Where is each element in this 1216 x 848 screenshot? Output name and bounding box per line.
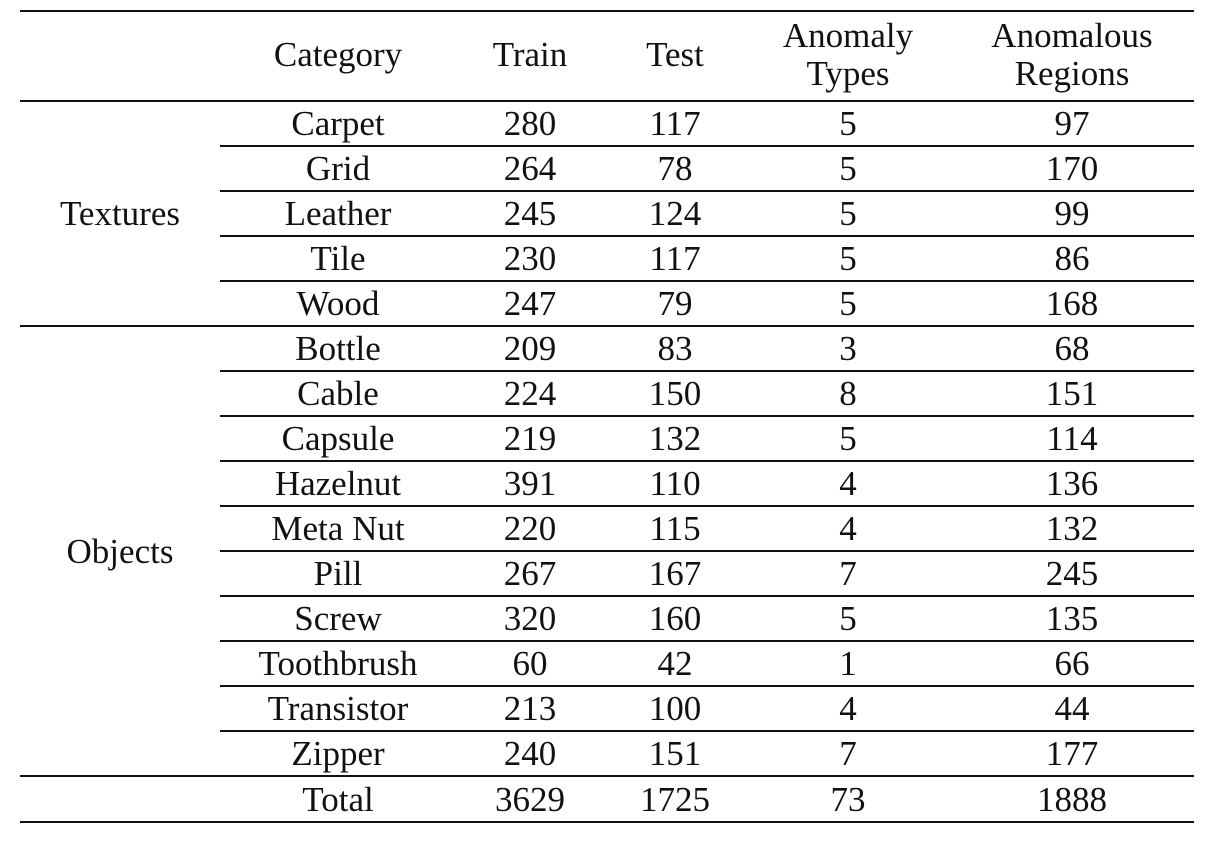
cell-test: 160 [604,596,746,641]
cell-category: Grid [220,146,456,191]
cell-category: Toothbrush [220,641,456,686]
group-label: Objects [20,326,220,776]
table-row [20,101,1194,146]
cell-anomaly-types: 5 [746,191,950,236]
cell-test: 151 [604,731,746,776]
cell-test: 115 [604,506,746,551]
cell-category: Transistor [220,686,456,731]
cell-category: Meta Nut [220,506,456,551]
header-group [20,11,220,101]
table-footer [20,776,1194,822]
cell-test: 110 [604,461,746,506]
cell-anomaly-types: 4 [746,461,950,506]
cell-anomalous-regions: 170 [950,146,1194,191]
cell-anomalous-regions: 136 [950,461,1194,506]
cell-anomalous-regions: 177 [950,731,1194,776]
cell-anomalous-regions: 99 [950,191,1194,236]
cell-train: 245 [456,191,604,236]
cell-anomalous-regions: 114 [950,416,1194,461]
cell-category: Leather [220,191,456,236]
cell-anomaly-types: 1 [746,641,950,686]
cell-train: 213 [456,686,604,731]
cell-test: 117 [604,236,746,281]
header-row [20,11,1194,101]
cell-anomaly-types: 5 [746,236,950,281]
cell-anomalous-regions: 245 [950,551,1194,596]
header-train: Train [492,35,568,75]
cell-anomalous-regions: 68 [950,326,1194,371]
header-anomalous-regions-line1: Anomalous [991,16,1153,56]
header-anomalous-regions [950,11,1194,101]
cell-train: 224 [456,371,604,416]
cell-test: 124 [604,191,746,236]
header-anomaly-types [746,11,950,101]
cell-anomalous-regions: 132 [950,506,1194,551]
header-anomaly-types-line2: Types [806,54,890,93]
total-train: 3629 [456,776,604,822]
cell-train: 391 [456,461,604,506]
cell-test: 150 [604,371,746,416]
dataset-statistics-table [20,10,1194,823]
cell-category: Screw [220,596,456,641]
cell-anomaly-types: 8 [746,371,950,416]
cell-train: 280 [456,101,604,146]
cell-train: 220 [456,506,604,551]
cell-train: 219 [456,416,604,461]
cell-category: Capsule [220,416,456,461]
cell-anomalous-regions: 97 [950,101,1194,146]
cell-train: 247 [456,281,604,326]
cell-category: Pill [220,551,456,596]
cell-category: Carpet [220,101,456,146]
total-test: 1725 [604,776,746,822]
total-anomaly-types: 73 [746,776,950,822]
header-anomaly-types-line1: Anomaly [782,16,914,56]
cell-category: Hazelnut [220,461,456,506]
cell-anomaly-types: 3 [746,326,950,371]
header-test: Test [646,35,704,75]
cell-test: 78 [604,146,746,191]
cell-train: 264 [456,146,604,191]
cell-category: Cable [220,371,456,416]
cell-anomaly-types: 5 [746,416,950,461]
cell-anomalous-regions: 66 [950,641,1194,686]
cell-anomaly-types: 7 [746,731,950,776]
cell-category: Bottle [220,326,456,371]
cell-test: 83 [604,326,746,371]
header-category: Category [273,35,403,75]
cell-test: 117 [604,101,746,146]
cell-anomalous-regions: 168 [950,281,1194,326]
total-anomalous-regions: 1888 [950,776,1194,822]
cell-train: 60 [456,641,604,686]
cell-anomaly-types: 5 [746,596,950,641]
cell-train: 209 [456,326,604,371]
cell-anomalous-regions: 151 [950,371,1194,416]
cell-category: Tile [220,236,456,281]
cell-test: 167 [604,551,746,596]
group-label: Textures [20,101,220,326]
total-group-cell [20,776,220,822]
header-anomalous-regions-line2: Regions [1014,54,1130,93]
cell-train: 240 [456,731,604,776]
cell-train: 230 [456,236,604,281]
cell-anomaly-types: 5 [746,146,950,191]
cell-anomaly-types: 4 [746,686,950,731]
cell-anomaly-types: 4 [746,506,950,551]
table-body [20,101,1194,776]
cell-anomaly-types: 7 [746,551,950,596]
cell-category: Wood [220,281,456,326]
cell-test: 79 [604,281,746,326]
total-category: Total [220,776,456,822]
cell-anomalous-regions: 135 [950,596,1194,641]
cell-test: 132 [604,416,746,461]
table-row [20,326,1194,371]
cell-anomalous-regions: 44 [950,686,1194,731]
cell-test: 42 [604,641,746,686]
cell-test: 100 [604,686,746,731]
cell-anomaly-types: 5 [746,101,950,146]
cell-train: 320 [456,596,604,641]
table-header [20,11,1194,101]
total-row [20,776,1194,822]
cell-train: 267 [456,551,604,596]
cell-anomaly-types: 5 [746,281,950,326]
dataset-statistics-table-wrapper [20,10,1194,823]
cell-category: Zipper [220,731,456,776]
cell-anomalous-regions: 86 [950,236,1194,281]
